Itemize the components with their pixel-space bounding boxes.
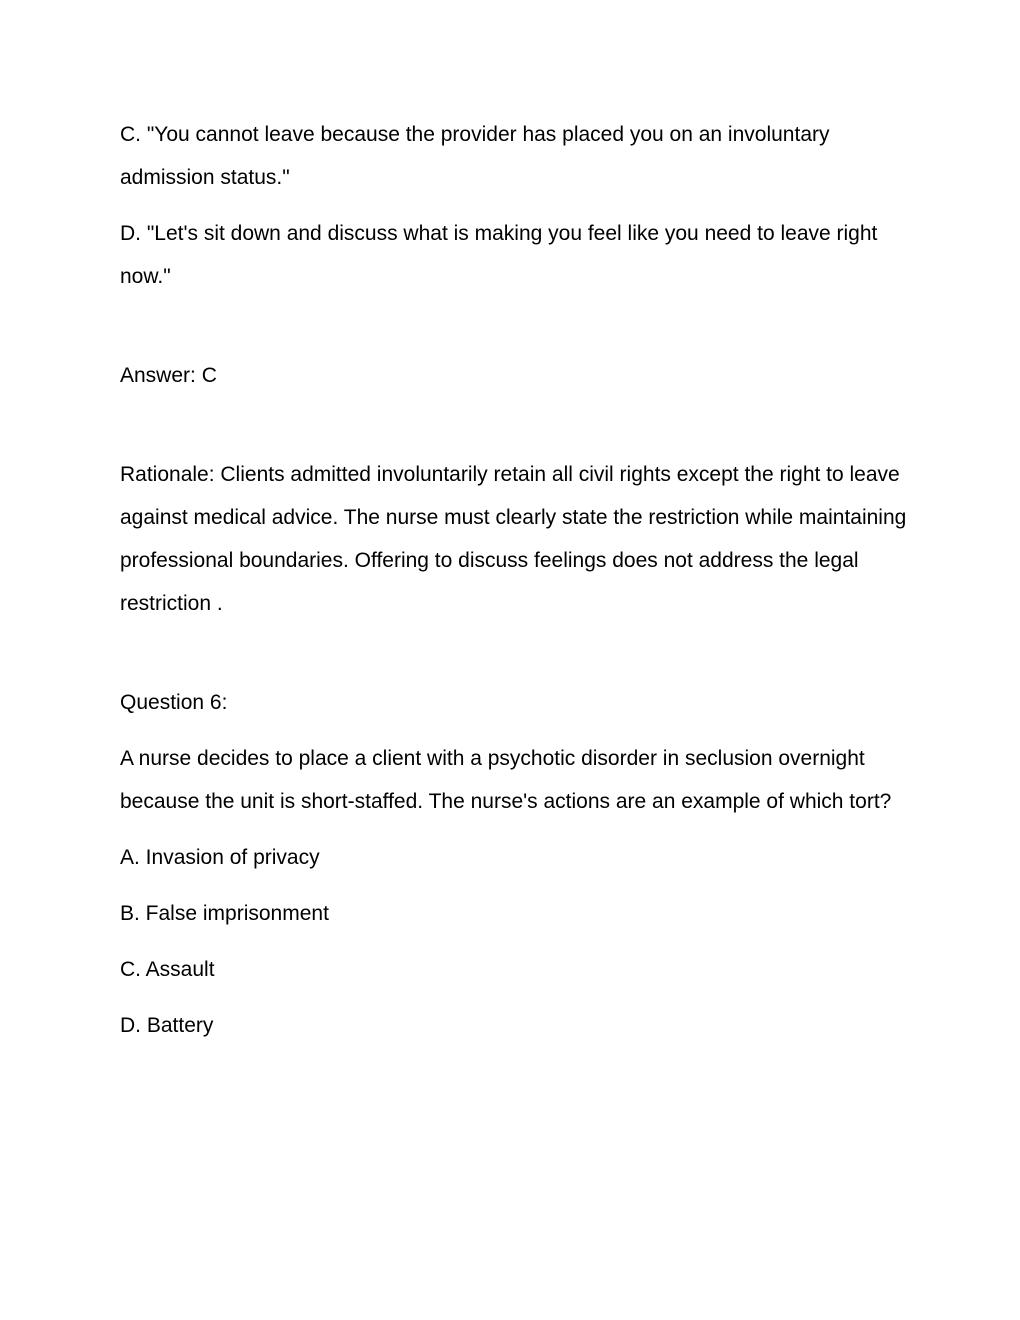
option-d-text: D. "Let's sit down and discuss what is making you feel like you need to leave right now." <box>120 222 878 288</box>
page-content <box>120 113 910 1060</box>
option-c-text: C. "You cannot leave because the provider has placed you on an involuntary admission status." <box>120 123 830 189</box>
question-6-stem: A nurse decides to place a client with a psychotic disorder in seclusion overnight because the unit is short-staffed. The nurse's actions are an example of which tort? <box>120 747 892 813</box>
question-6-option-a: A. Invasion of privacy <box>120 846 320 869</box>
question-6-heading: Question 6: <box>120 691 228 714</box>
rationale-text: Rationale: Clients admitted involuntarily retain all civil rights except the right to leave against medical advice. The nurse must clearly state the restriction while maintaining professional boundaries. Offering to discuss feelings does not address the legal restriction . <box>120 463 907 615</box>
question-6-option-c: C. Assault <box>120 958 215 981</box>
question-6-option-d: D. Battery <box>120 1014 214 1037</box>
answer-text: Answer: C <box>120 364 217 387</box>
question-6-option-b: B. False imprisonment <box>120 902 329 925</box>
